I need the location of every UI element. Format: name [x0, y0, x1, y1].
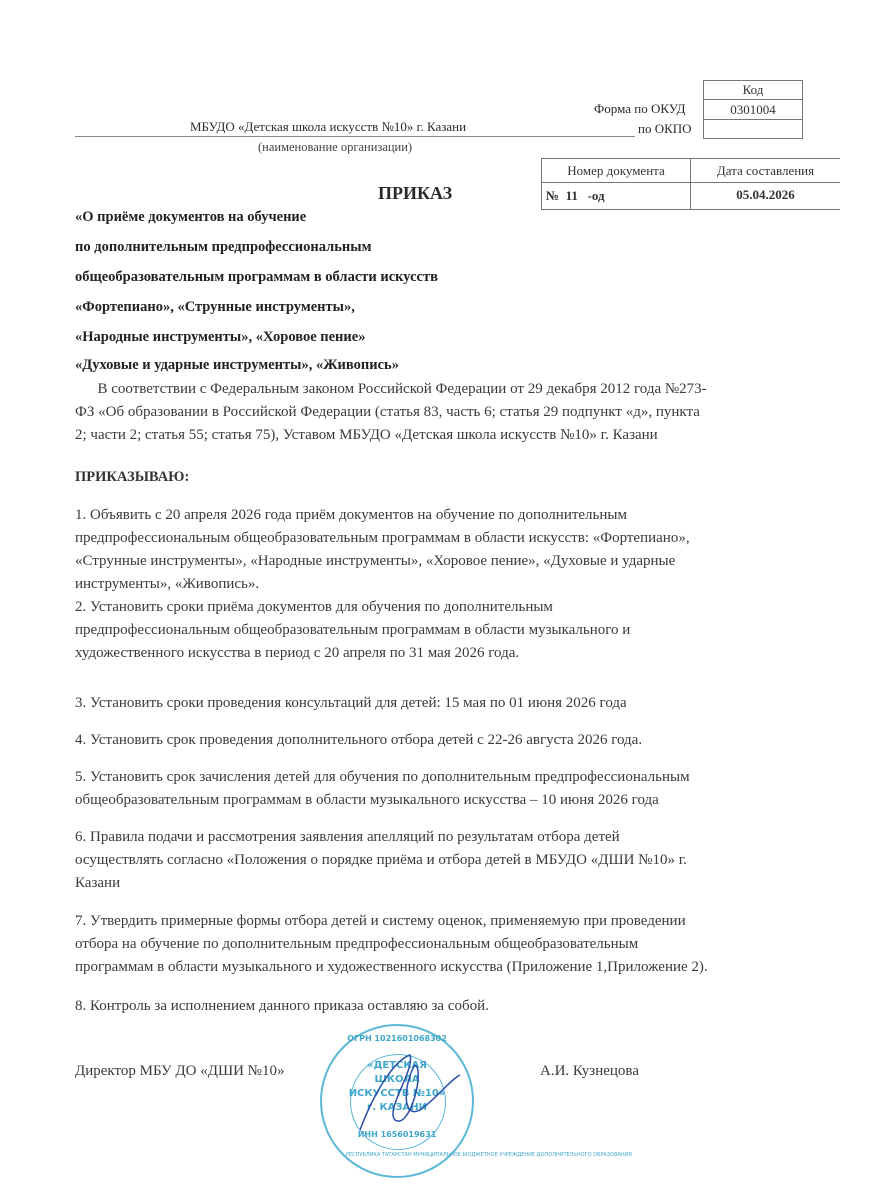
- stamp-center-line: г. КАЗАНИ: [367, 1102, 427, 1113]
- item-line: 6. Правила подачи и рассмотрения заявления апелляций по результатам отбора детей: [75, 829, 620, 845]
- order-item-1: [75, 504, 690, 596]
- stamp-inn: ИНН 1656019631: [357, 1130, 437, 1139]
- subject-line: «Народные инструменты», «Хоровое пение»: [75, 329, 366, 345]
- okud-label: Форма по ОКУД: [594, 101, 686, 116]
- item-line: Казани: [75, 875, 121, 891]
- item-line: предпрофессиональным общеобразовательным программам в области музыкального и: [75, 622, 631, 638]
- subject-line: «О приёме документов на обучение: [75, 209, 307, 225]
- organization-underline: [75, 136, 635, 137]
- signature-position: Директор МБУ ДО «ДШИ №10»: [75, 1063, 285, 1079]
- order-item-6: [75, 826, 687, 895]
- item-line: общеобразовательным программам в области музыкального искусства – 10 июня 2026 года: [75, 792, 659, 808]
- item-line: 8. Контроль за исполнением данного приказа оставляю за собой.: [75, 998, 489, 1014]
- item-line: программам в области музыкального и художественного искусства (Приложение 1,Приложение 2).: [75, 959, 708, 975]
- doc-date-header: Дата составления: [690, 158, 840, 183]
- order-item-2: [75, 596, 630, 665]
- item-line: 3. Установить сроки проведения консультаций для детей: 15 мая по 01 июня 2026 года: [75, 695, 627, 711]
- preamble-line: 2; части 2; статья 55; статья 75), Уставом МБУДО «Детская школа искусств №10» г. Казани: [75, 427, 658, 443]
- subject-line: по дополнительным предпрофессиональным: [75, 239, 372, 255]
- okpo-label: по ОКПО: [638, 121, 692, 136]
- order-item-3: [75, 692, 627, 715]
- order-word: ПРИКАЗЫВАЮ:: [75, 469, 190, 485]
- preamble: [75, 378, 707, 447]
- code-header: Код: [703, 80, 803, 100]
- stamp-center-line: ИСКУССТВ №10»: [348, 1088, 446, 1099]
- okud-value: 0301004: [703, 99, 803, 120]
- order-item-4: [75, 729, 642, 752]
- doc-date: 05.04.2026: [690, 182, 840, 210]
- organization-caption: (наименование организации): [258, 140, 413, 154]
- signature-scribble: [355, 1050, 465, 1140]
- item-line: «Струнные инструменты», «Народные инструменты», «Хоровое пение», «Духовые и ударные: [75, 553, 676, 569]
- item-line: 1. Объявить с 20 апреля 2026 года приём документов на обучение по дополнительным: [75, 507, 627, 523]
- item-line: предпрофессиональным общеобразовательным программам в области искусств: «Фортепиано»,: [75, 530, 690, 546]
- stamp-ogrn: ОГРН 1021601068302: [347, 1034, 447, 1043]
- preamble-line: ФЗ «Об образовании в Российской Федерации (статья 83, часть 6; статья 29 подпункт «д», пункта: [75, 404, 700, 420]
- item-line: 4. Установить срок проведения дополнительного отбора детей с 22-26 августа 2026 года.: [75, 732, 643, 748]
- subject-line: «Духовые и ударные инструменты», «Живопись»: [75, 357, 399, 373]
- preamble-line: В соответствии с Федеральным законом Российской Федерации от 29 декабря 2012 года №273-: [75, 381, 707, 397]
- item-line: художественного искусства в период с 20 апреля по 31 мая 2026 года.: [75, 645, 520, 661]
- item-line: 2. Установить сроки приёма документов для обучения по дополнительным: [75, 599, 553, 615]
- item-line: отбора на обучение по дополнительным предпрофессиональным общеобразовательным: [75, 936, 639, 952]
- stamp-center-line: ШКОЛА: [374, 1074, 420, 1085]
- stamp-ring-text: РЕСПУБЛИКА ТАТАРСТАН МУНИЦИПАЛЬНОЕ БЮДЖЕТНОЕ УЧРЕЖДЕНИЕ ДОПОЛНИТЕЛЬНОГО ОБРАЗОВАНИЯ: [346, 1152, 632, 1158]
- doc-number-header: Номер документа: [541, 158, 691, 183]
- item-line: инструменты», «Живопись».: [75, 576, 260, 592]
- subject-line: «Фортепиано», «Струнные инструменты»,: [75, 299, 355, 315]
- order-item-8: [75, 995, 489, 1018]
- okpo-value: [703, 119, 803, 139]
- order-item-7: [75, 910, 708, 979]
- item-line: 7. Утвердить примерные формы отбора детей и систему оценок, применяемую при проведении: [75, 913, 686, 929]
- organization-name: МБУДО «Детская школа искусств №10» г. Казани: [190, 119, 467, 134]
- signature-name: А.И. Кузнецова: [540, 1063, 639, 1079]
- subject-line: общеобразовательным программам в области искусств: [75, 269, 438, 285]
- document-title: ПРИКАЗ: [378, 183, 453, 203]
- item-line: 5. Установить срок зачисления детей для обучения по дополнительным предпрофессиональным: [75, 769, 690, 785]
- stamp-center-line: «ДЕТСКАЯ: [367, 1060, 427, 1071]
- order-item-5: [75, 766, 690, 812]
- item-line: осуществлять согласно «Положения о порядке приёма и отбора детей в МБУДО «ДШИ №10» г.: [75, 852, 687, 868]
- doc-number: № 11 -од: [541, 182, 691, 210]
